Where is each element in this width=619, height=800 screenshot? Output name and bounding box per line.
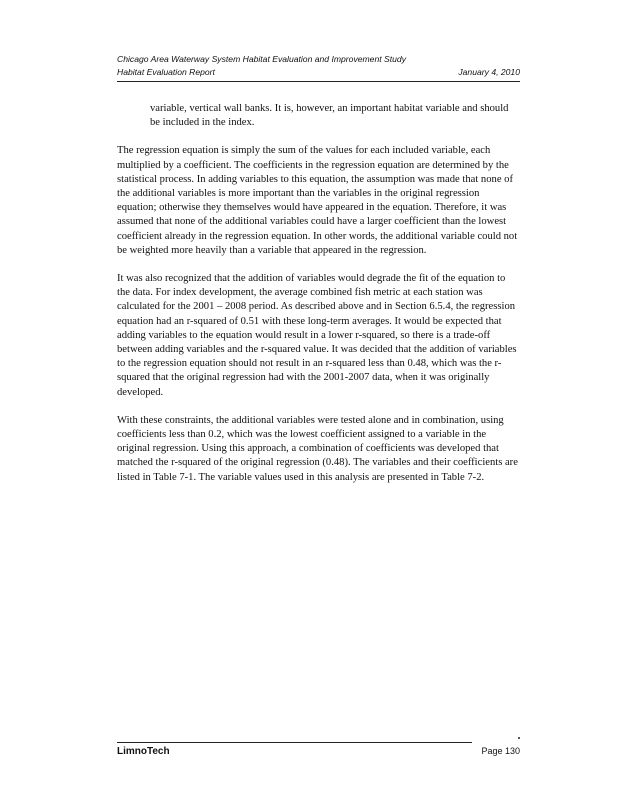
header-study-title: Chicago Area Waterway System Habitat Evaluation and Improvement Study [117, 54, 406, 64]
footer-brand: LimnoTech [117, 746, 170, 757]
paragraph-constraints: With these constraints, the additional variables were tested alone and in combination, using coefficients less than 0.2, which was the lowest coefficient assigned to a variable in the original regression. Using this approach, a combination of coefficients was developed that matched the r-squared of the original regression (0.48). The variables and their coefficients are listed in Table 7-1. The variable values used in this analysis are presented in Table 7-2. [117, 414, 518, 483]
paragraph-continuation: variable, vertical wall banks. It is, however, an important habitat variable and should be included in the index. [150, 103, 509, 129]
footer-mark [518, 737, 520, 739]
page-number: Page 130 [481, 746, 520, 756]
header-date: January 4, 2010 [458, 67, 520, 77]
paragraph-regression-equation: The regression equation is simply the sum of the values for each included variable, each multiplied by a coefficient. The coefficients in the regression equation are determined by the statistical process. In adding variables to this equation, the assumption was made that none of the additional variables is more important than the variables in the original regression equation; otherwise they themselves would have appeared in the equation. Therefore, it was assumed that none of the additional variables could have a larger coefficient than the lowest coefficient already in the regression equation. In other words, the additional variable could not be weighted more heavily than a variable that appeared in the regression. [117, 145, 518, 256]
footer-divider [117, 742, 472, 743]
header-divider [117, 81, 520, 82]
header-report-name: Habitat Evaluation Report [117, 67, 215, 77]
header-row [117, 67, 520, 78]
body-text [117, 102, 520, 499]
paragraph-fit-tradeoff: It was also recognized that the addition of variables would degrade the fit of the equation to the data. For index development, the average combined fish metric at each station was calculated for the 2001 – 2008 period. As described above and in Section 6.5.4, the regression equation had an r-squared of 0.51 with these long-term averages. It would be expected that adding variables to the equation would result in a lower r-squared, so there is a trade-off between adding variables and the r-squared value. It was decided that the addition of variables to the regression equation should not result in an r-squared less than 0.48, which was the r-squared that the original regression had with the 2001-2007 data, when it was originally developed. [117, 273, 517, 398]
